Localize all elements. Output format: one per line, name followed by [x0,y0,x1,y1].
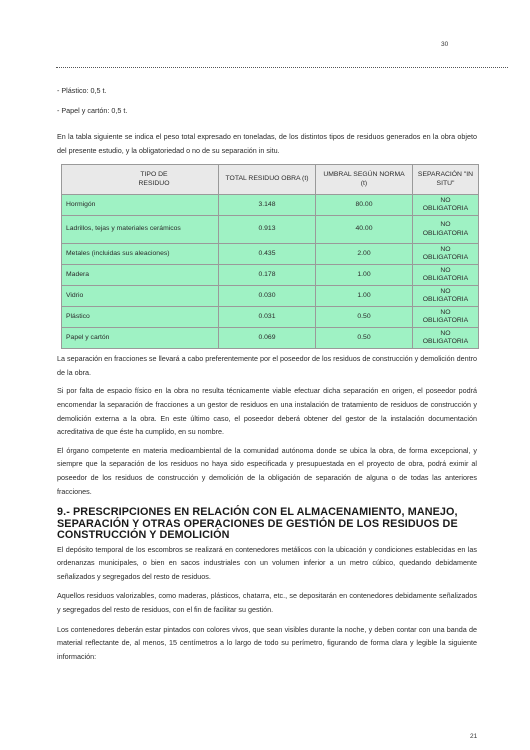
section-heading: 9.- PRESCRIPCIONES EN RELACIÓN CON EL ALMACENAMIENTO, MANEJO, SEPARACIÓN Y OTRAS OPERACIONES DE GESTIÓN DE LOS RESIDUOS DE CONSTRUCCIÓN Y DEMOLICIÓN [57,506,458,542]
cell-separacion: NO OBLIGATORIA [413,265,479,286]
header-separacion-in-situ: SEPARACIÓN "IN SITU" [413,165,479,195]
cell-residuo: Madera [62,265,219,286]
page-content [57,86,477,663]
paragraph-valorizables: Aquellos residuos valorizables, como maderas, plásticos, chatarra, etc., se depositarán en contenedores debidamente señalizados y segregados del resto de residuos, con el fin de facilitar su gestión. [57,591,477,614]
table-row [62,307,479,328]
header-umbral-norma: UMBRAL SEGÚN NORMA (t) [316,165,413,195]
intro-paragraph: En la tabla siguiente se indica el peso total expresado en toneladas, de los distintos tipos de residuos generados en la obra objeto del presente estudio, y la obligatoriedad o no de su separación in situ. [57,132,477,155]
bullet-papel-carton: - Papel y cartón: 0,5 t. [57,106,128,115]
table-header-row [62,165,479,195]
table-row [62,328,479,349]
table-row [62,265,479,286]
page-number-top: 30 [441,41,449,48]
cell-total: 0.030 [219,286,316,307]
cell-total: 3.148 [219,195,316,216]
cell-total: 0.178 [219,265,316,286]
cell-residuo: Hormigón [62,195,219,216]
cell-separacion: NO OBLIGATORIA [413,244,479,265]
cell-umbral: 1.00 [316,265,413,286]
cell-residuo: Metales (incluidas sus aleaciones) [62,244,219,265]
cell-residuo: Ladrillos, tejas y materiales cerámicos [62,216,219,244]
cell-residuo: Vidrio [62,286,219,307]
cell-umbral: 80.00 [316,195,413,216]
cell-total: 0.069 [219,328,316,349]
table-row [62,195,479,216]
table-row [62,244,479,265]
waste-table [61,164,479,349]
cell-separacion: NO OBLIGATORIA [413,286,479,307]
cell-residuo: Papel y cartón [62,328,219,349]
cell-separacion: NO OBLIGATORIA [413,307,479,328]
page-number-bottom: 21 [470,733,478,740]
paragraph-contenedores: Los contenedores deberán estar pintados con colores vivos, que sean visibles durante la noche, y deben contar con una banda de material reflectante de, al menos, 15 centímetros a lo largo de todo su perímetro, figurando de forma clara y legible la siguiente información: [57,624,477,661]
cell-separacion: NO OBLIGATORIA [413,216,479,244]
cell-total: 0.913 [219,216,316,244]
bullet-plastico: - Plástico: 0,5 t. [57,86,107,95]
header-dotted-rule [56,67,508,68]
paragraph-falta-espacio: Si por falta de espacio físico en la obra no resulta técnicamente viable efectuar dicha separación en origen, el poseedor podrá encomendar la separación de fracciones a un gestor de residuos en una instalación de tratamiento de residuos de construcción y demolición externa a la obra. En este último caso, el poseedor deberá obtener del gestor de la instalación documentación acreditativa de que éste ha cumplido, en su nombre. [57,386,477,437]
header-tipo-residuo: TIPO DE RESIDUO [62,165,219,195]
header-total-residuo: TOTAL RESIDUO OBRA (t) [219,165,316,195]
cell-umbral: 40.00 [316,216,413,244]
paragraph-deposito: El depósito temporal de los escombros se realizará en contenedores metálicos con la ubicación y condiciones establecidas en las ordenanzas municipales, o bien en sacos industriales con un volumen inferior a un metro cúbico, quedando debidamente señalizados y segregados del resto de residuos. [57,544,477,581]
cell-residuo: Plástico [62,307,219,328]
cell-umbral: 1.00 [316,286,413,307]
cell-separacion: NO OBLIGATORIA [413,195,479,216]
cell-umbral: 0.50 [316,307,413,328]
paragraph-organo-competente: El órgano competente en materia medioambiental de la comunidad autónoma donde se ubica la obra, de forma excepcional, y siempre que la separación de los residuos no haya sido especificada y presupuestada en el proyecto de obra, podrá eximir al poseedor de los residuos de construcción y demolición de la obligación de separación de alguna o de todas las anteriores fracciones. [57,445,477,496]
cell-separacion: NO OBLIGATORIA [413,328,479,349]
paragraph-separacion: La separación en fracciones se llevará a cabo preferentemente por el poseedor de los residuos de construcción y demolición dentro de la obra. [57,354,477,377]
table-row [62,216,479,244]
cell-umbral: 2.00 [316,244,413,265]
table-row [62,286,479,307]
cell-total: 0.031 [219,307,316,328]
cell-total: 0.435 [219,244,316,265]
cell-umbral: 0.50 [316,328,413,349]
